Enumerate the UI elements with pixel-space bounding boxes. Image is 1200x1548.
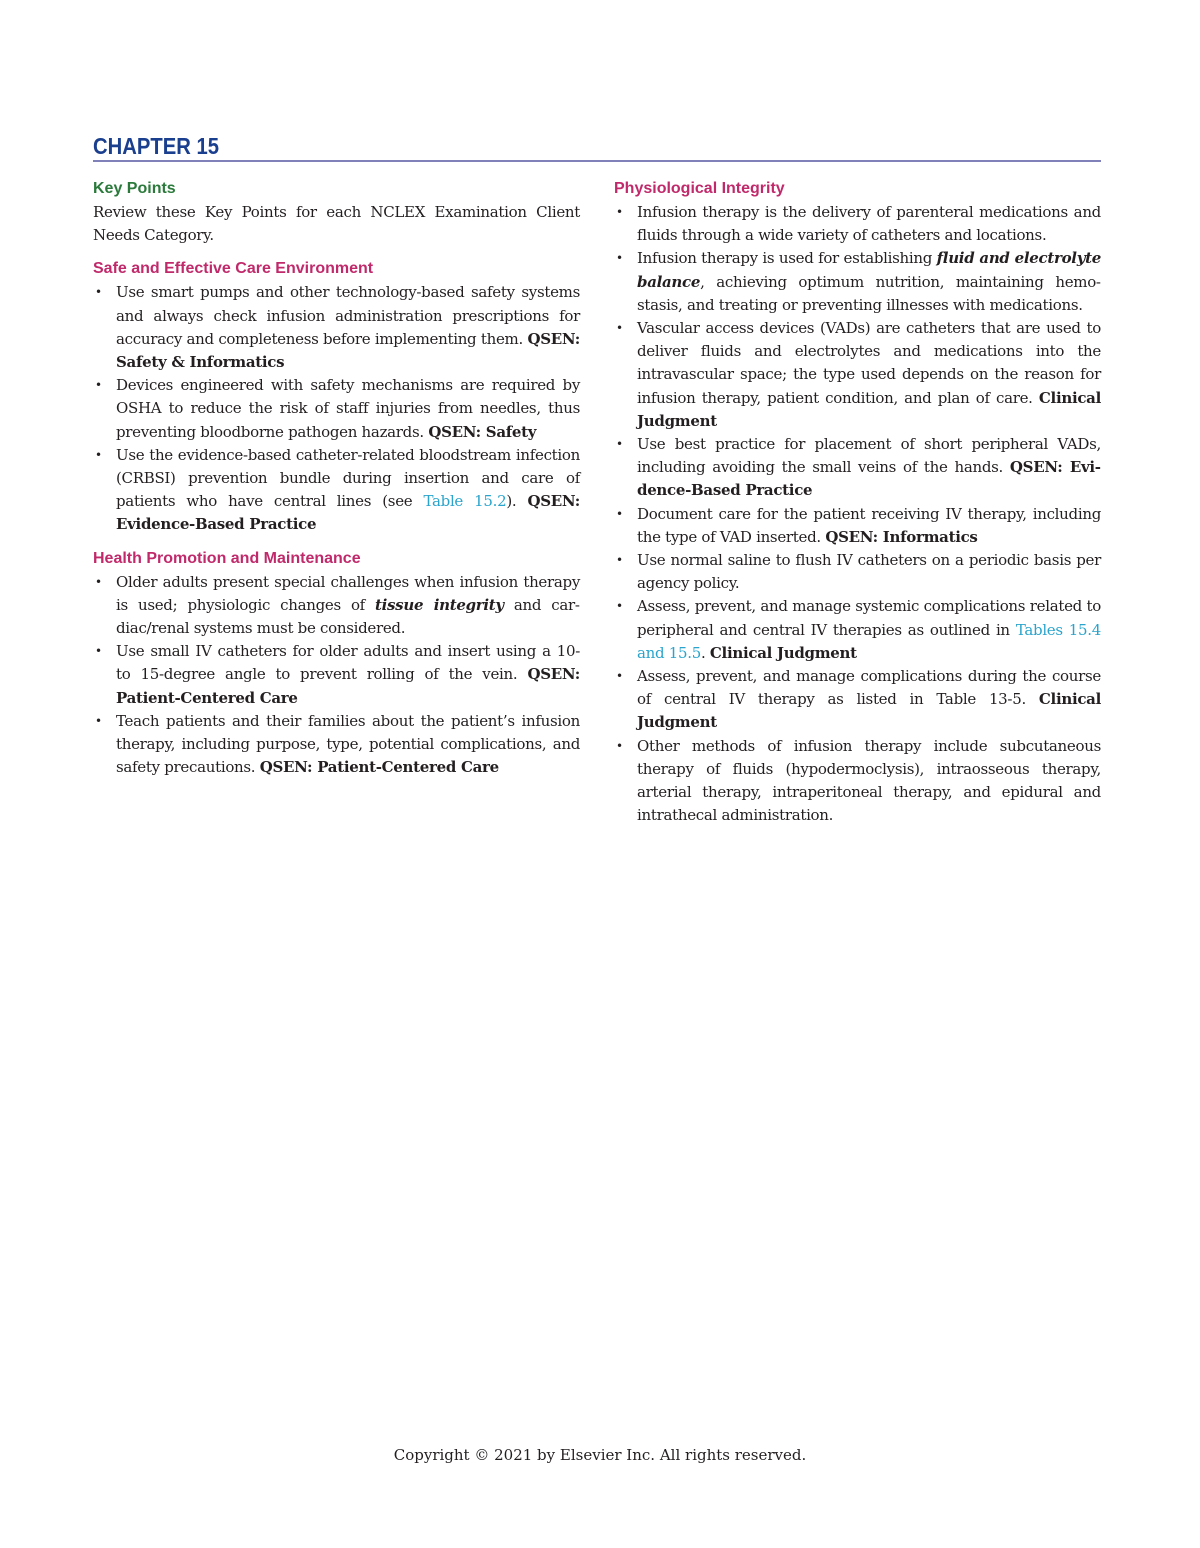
- qsen-tag: QSEN: Safety & Informatics: [116, 329, 580, 372]
- left-column: [93, 177, 580, 779]
- safe-care-section: [93, 257, 580, 536]
- list-item: [614, 503, 1101, 549]
- list-item: [93, 281, 580, 374]
- point-text: Vascular access devices (VADs) are catheters that are used to deliver fluids and electrolytes and medications into the intravascular space; the type used depends on the reason for infusion therapy, patient condition, and plan of care.: [637, 319, 1101, 407]
- physiological-integrity-heading: Physiological Integrity: [614, 180, 785, 197]
- list-item: [614, 735, 1101, 828]
- physiological-integrity-section: [614, 177, 1101, 827]
- health-promotion-section: [93, 547, 580, 780]
- qsen-tag: Clinical Judgment: [637, 388, 1101, 430]
- physiological-integrity-list: [614, 201, 1101, 827]
- point-text: , achieving optimum nutrition, maintaining hemostasis, and treating or preventing illnesses with medications.: [637, 272, 1101, 314]
- qsen-tag: Clinical Judgment: [709, 643, 857, 662]
- point-text: Older adults present special challenges when infusion therapy is used; physiologic changes of: [116, 572, 580, 614]
- point-text: ).: [506, 492, 528, 511]
- qsen-tag: QSEN: Safety: [428, 422, 537, 441]
- list-item: [93, 444, 580, 537]
- point-text: Use small IV catheters for older adults and insert using a 10- to 15-degree angle to prevent rolling of the vein.: [116, 642, 580, 684]
- qsen-tag: QSEN: Patient-Centered Care: [116, 665, 580, 707]
- list-item: [93, 710, 580, 780]
- point-text: Devices engineered with safety mechanisms are required by OSHA to reduce the risk of staff injuries from needles, thus preventing bloodborne pathogen hazards.: [116, 376, 580, 441]
- list-item: [93, 640, 580, 710]
- point-text: Infusion therapy is used for establishing: [637, 249, 937, 268]
- point-text: Use the evidence-based catheter-related bloodstream infection (CRBSI) prevention bundle during insertion and care of patients who have central lines (see: [116, 445, 580, 511]
- copyright-footer: Copyright © 2021 by Elsevier Inc. All rights reserved.: [393, 1446, 807, 1464]
- list-item: [614, 595, 1101, 665]
- list-item: [614, 665, 1101, 735]
- key-points-section: [93, 177, 580, 247]
- point-text: Teach patients and their families about the patient’s infusion therapy, including purpose, type, potential complications, and safety precautions.: [116, 711, 580, 777]
- point-text: Use normal saline to flush IV catheters on a periodic basis per agency policy.: [637, 551, 1101, 593]
- list-item: [614, 317, 1101, 433]
- safe-care-list: [93, 281, 580, 536]
- qsen-tag: QSEN: Patient-Centered Care: [259, 758, 499, 777]
- point-text: Use smart pumps and other technology-based safety systems and always check infusion administration prescriptions for accuracy and completeness before implementing them.: [116, 283, 580, 348]
- qsen-tag: Clinical Judgment: [637, 690, 1101, 732]
- list-item: [93, 571, 580, 641]
- list-item: [614, 433, 1101, 503]
- point-text: Assess, prevent, and manage complications during the course of central IV therapy as listed in Table 13-5.: [637, 667, 1101, 709]
- list-item: [614, 201, 1101, 247]
- chapter-title-rule: [93, 160, 1101, 162]
- table-link[interactable]: Tables 15.4 and 15.5: [637, 620, 1102, 662]
- list-item: [614, 247, 1101, 317]
- right-column: [614, 177, 1101, 827]
- point-text: Assess, prevent, and manage systemic complications related to peripheral and central IV therapies as outlined in: [637, 597, 1101, 639]
- point-text: and cardiac/renal systems must be considered.: [116, 595, 580, 638]
- point-text: Other methods of infusion therapy include subcutaneous therapy of fluids (hypodermoclysis), intraosseous therapy, arterial therapy, intraperitoneal therapy, and epidural and intrathecal administration.: [637, 736, 1101, 825]
- list-item: [614, 549, 1101, 595]
- point-text: .: [700, 643, 710, 662]
- key-points-heading: Key Points: [93, 180, 176, 197]
- emphasis-term: tissue integrity: [375, 595, 504, 614]
- qsen-tag: QSEN: Evidence-Based Practice: [637, 458, 1101, 500]
- point-text: Document care for the patient receiving IV therapy, including the type of VAD inserted.: [637, 504, 1101, 546]
- list-item: [93, 374, 580, 444]
- point-text: Infusion therapy is the delivery of parenteral medications and fluids through a wide variety of catheters and locations.: [637, 203, 1101, 245]
- qsen-tag: QSEN: Informatics: [825, 527, 978, 546]
- safe-care-heading: Safe and Effective Care Environment: [93, 260, 374, 278]
- table-link[interactable]: Table 15.2: [423, 492, 507, 511]
- point-text: Use best practice for placement of short peripheral VADs, including avoiding the small veins of the hands.: [637, 435, 1101, 477]
- health-promotion-list: [93, 571, 580, 780]
- key-points-intro: Review these Key Points for each NCLEX Examination Client Needs Category.: [93, 203, 580, 245]
- health-promotion-heading: Health Promotion and Maintenance: [93, 549, 361, 567]
- chapter-title: CHAPTER 15: [93, 133, 219, 159]
- qsen-tag: QSEN: Evidence-Based Practice: [116, 492, 580, 534]
- emphasis-term: fluid and electrolyte balance: [637, 249, 1101, 291]
